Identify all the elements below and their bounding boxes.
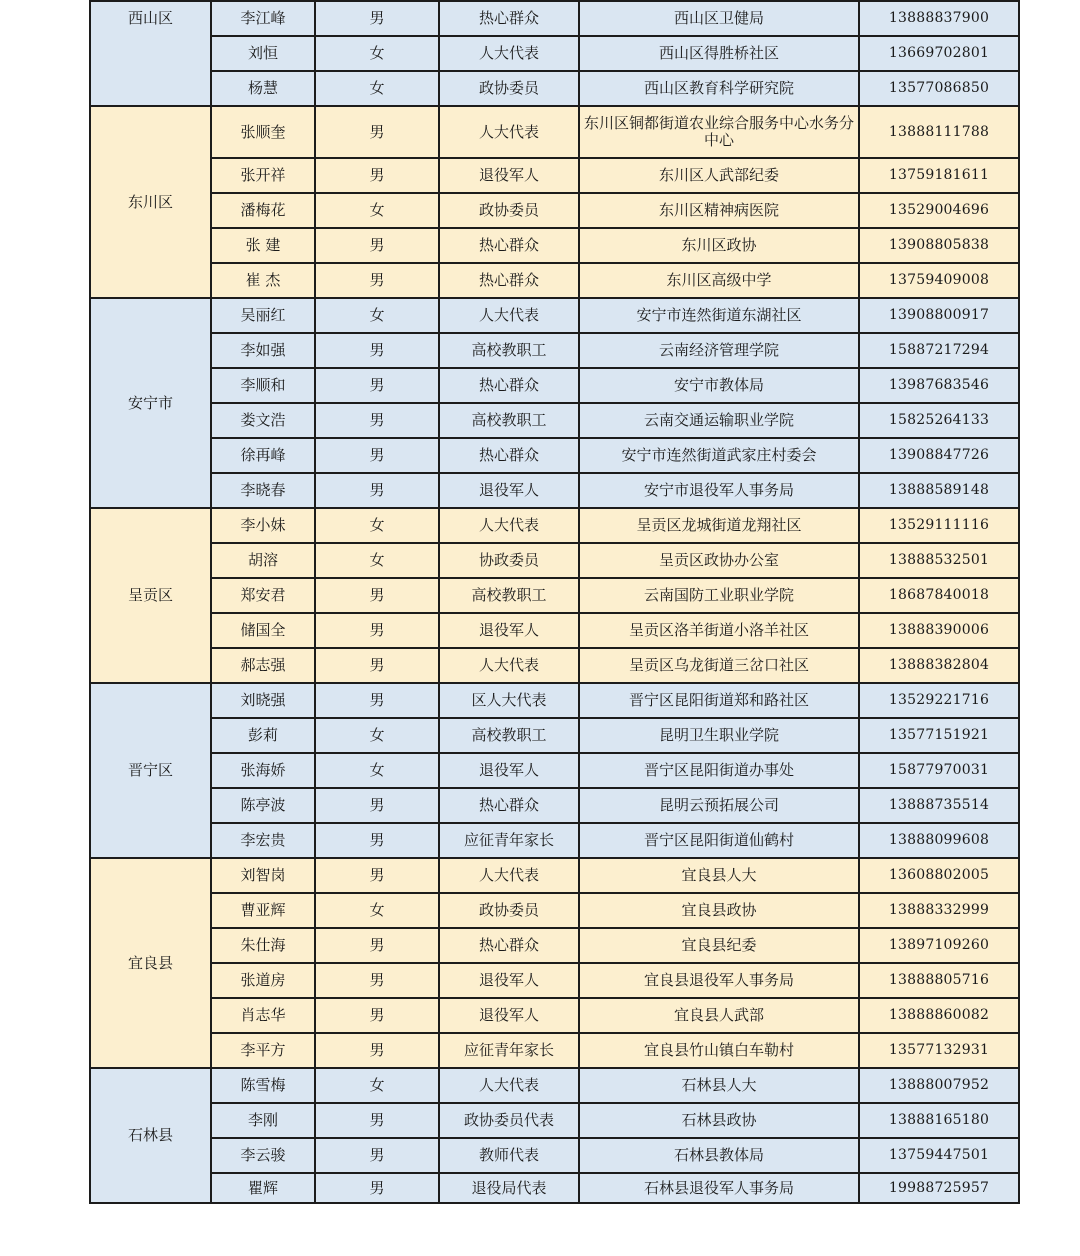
- gender-cell: 男: [315, 998, 439, 1033]
- name-cell: 李云骏: [211, 1138, 315, 1173]
- phone-cell: 18687840018: [859, 578, 1019, 613]
- unit-cell: 石林县人大: [579, 1068, 859, 1103]
- category-cell: 退役军人: [439, 613, 579, 648]
- table-row: [90, 718, 1019, 753]
- gender-cell: 男: [315, 823, 439, 858]
- phone-cell: 13888007952: [859, 1068, 1019, 1103]
- roster-table: [89, 0, 1020, 1204]
- unit-cell: 昆明卫生职业学院: [579, 718, 859, 753]
- unit-cell: 昆明云预拓展公司: [579, 788, 859, 823]
- phone-cell: 13888735514: [859, 788, 1019, 823]
- name-cell: 郑安君: [211, 578, 315, 613]
- gender-cell: 男: [315, 858, 439, 893]
- gender-cell: 女: [315, 543, 439, 578]
- gender-cell: 男: [315, 368, 439, 403]
- phone-cell: 13888532501: [859, 543, 1019, 578]
- table-row: [90, 1068, 1019, 1103]
- gender-cell: 男: [315, 403, 439, 438]
- phone-cell: 13529221716: [859, 683, 1019, 718]
- phone-cell: 13669702801: [859, 36, 1019, 71]
- name-cell: 胡溶: [211, 543, 315, 578]
- gender-cell: 男: [315, 438, 439, 473]
- phone-cell: 13759181611: [859, 158, 1019, 193]
- category-cell: 退役军人: [439, 473, 579, 508]
- name-cell: 郝志强: [211, 648, 315, 683]
- district-cell: 东川区: [90, 106, 211, 298]
- table-row: [90, 998, 1019, 1033]
- table-row: [90, 893, 1019, 928]
- unit-cell: 云南交通运输职业学院: [579, 403, 859, 438]
- gender-cell: 男: [315, 106, 439, 158]
- gender-cell: 男: [315, 228, 439, 263]
- table-row: [90, 963, 1019, 998]
- unit-cell: 宜良县退役军人事务局: [579, 963, 859, 998]
- category-cell: 热心群众: [439, 263, 579, 298]
- name-cell: 张顺奎: [211, 106, 315, 158]
- unit-cell: 晋宁区昆阳街道仙鹤村: [579, 823, 859, 858]
- gender-cell: 女: [315, 753, 439, 788]
- unit-cell: 东川区精神病医院: [579, 193, 859, 228]
- phone-cell: 13888390006: [859, 613, 1019, 648]
- table-row: [90, 333, 1019, 368]
- table-row: [90, 543, 1019, 578]
- table-row: [90, 193, 1019, 228]
- unit-cell: 安宁市连然街道武家庄村委会: [579, 438, 859, 473]
- name-cell: 肖志华: [211, 998, 315, 1033]
- table-row: [90, 683, 1019, 718]
- unit-cell: 安宁市教体局: [579, 368, 859, 403]
- unit-cell: 东川区政协: [579, 228, 859, 263]
- phone-cell: 13888099608: [859, 823, 1019, 858]
- phone-cell: 15887217294: [859, 333, 1019, 368]
- phone-cell: 13577132931: [859, 1033, 1019, 1068]
- table-row: [90, 263, 1019, 298]
- phone-cell: 13759447501: [859, 1138, 1019, 1173]
- category-cell: 退役军人: [439, 158, 579, 193]
- category-cell: 政协委员: [439, 193, 579, 228]
- table-row: [90, 298, 1019, 333]
- category-cell: 高校教职工: [439, 578, 579, 613]
- phone-cell: 13888165180: [859, 1103, 1019, 1138]
- gender-cell: 男: [315, 1103, 439, 1138]
- unit-cell: 宜良县人武部: [579, 998, 859, 1033]
- table-row: [90, 823, 1019, 858]
- category-cell: 人大代表: [439, 106, 579, 158]
- name-cell: 崔 杰: [211, 263, 315, 298]
- gender-cell: 男: [315, 1033, 439, 1068]
- category-cell: 人大代表: [439, 508, 579, 543]
- unit-cell: 宜良县政协: [579, 893, 859, 928]
- table-row: [90, 858, 1019, 893]
- unit-cell: 石林县退役军人事务局: [579, 1173, 859, 1203]
- phone-cell: 13577151921: [859, 718, 1019, 753]
- category-cell: 热心群众: [439, 1, 579, 36]
- category-cell: 人大代表: [439, 858, 579, 893]
- category-cell: 应征青年家长: [439, 823, 579, 858]
- category-cell: 协政委员: [439, 543, 579, 578]
- gender-cell: 女: [315, 893, 439, 928]
- phone-cell: 13888860082: [859, 998, 1019, 1033]
- unit-cell: 石林县教体局: [579, 1138, 859, 1173]
- name-cell: 张开祥: [211, 158, 315, 193]
- name-cell: 李宏贵: [211, 823, 315, 858]
- category-cell: 热心群众: [439, 928, 579, 963]
- name-cell: 张海娇: [211, 753, 315, 788]
- gender-cell: 男: [315, 578, 439, 613]
- unit-cell: 云南国防工业职业学院: [579, 578, 859, 613]
- category-cell: 人大代表: [439, 298, 579, 333]
- table-row: [90, 158, 1019, 193]
- unit-cell: 安宁市连然街道东湖社区: [579, 298, 859, 333]
- unit-cell: 安宁市退役军人事务局: [579, 473, 859, 508]
- phone-cell: 13888837900: [859, 1, 1019, 36]
- name-cell: 张道房: [211, 963, 315, 998]
- table-row: [90, 473, 1019, 508]
- table-row: [90, 1173, 1019, 1203]
- district-cell: 呈贡区: [90, 508, 211, 683]
- name-cell: 刘晓强: [211, 683, 315, 718]
- phone-cell: 13908847726: [859, 438, 1019, 473]
- unit-cell: 宜良县竹山镇白车勒村: [579, 1033, 859, 1068]
- category-cell: 退役军人: [439, 963, 579, 998]
- gender-cell: 男: [315, 1, 439, 36]
- gender-cell: 男: [315, 683, 439, 718]
- category-cell: 人大代表: [439, 36, 579, 71]
- name-cell: 李小妹: [211, 508, 315, 543]
- category-cell: 热心群众: [439, 368, 579, 403]
- table-row: [90, 1138, 1019, 1173]
- table-row: [90, 403, 1019, 438]
- category-cell: 区人大代表: [439, 683, 579, 718]
- table-row: [90, 1033, 1019, 1068]
- unit-cell: 东川区人武部纪委: [579, 158, 859, 193]
- table-row: [90, 438, 1019, 473]
- phone-cell: 13888332999: [859, 893, 1019, 928]
- unit-cell: 宜良县人大: [579, 858, 859, 893]
- phone-cell: 13577086850: [859, 71, 1019, 106]
- district-cell: 石林县: [90, 1068, 211, 1203]
- phone-cell: 13888589148: [859, 473, 1019, 508]
- unit-cell: 石林县政协: [579, 1103, 859, 1138]
- table-row: [90, 1, 1019, 36]
- name-cell: 彭莉: [211, 718, 315, 753]
- name-cell: 娄文浩: [211, 403, 315, 438]
- phone-cell: 13529004696: [859, 193, 1019, 228]
- phone-cell: 15825264133: [859, 403, 1019, 438]
- unit-cell: 呈贡区龙城街道龙翔社区: [579, 508, 859, 543]
- phone-cell: 19988725957: [859, 1173, 1019, 1203]
- name-cell: 储国全: [211, 613, 315, 648]
- unit-cell: 晋宁区昆阳街道郑和路社区: [579, 683, 859, 718]
- table-row: [90, 788, 1019, 823]
- name-cell: 曹亚辉: [211, 893, 315, 928]
- phone-cell: 13897109260: [859, 928, 1019, 963]
- unit-cell: 晋宁区昆阳街道办事处: [579, 753, 859, 788]
- category-cell: 热心群众: [439, 788, 579, 823]
- name-cell: 李江峰: [211, 1, 315, 36]
- name-cell: 刘恒: [211, 36, 315, 71]
- category-cell: 应征青年家长: [439, 1033, 579, 1068]
- name-cell: 李平方: [211, 1033, 315, 1068]
- unit-cell: 西山区得胜桥社区: [579, 36, 859, 71]
- category-cell: 退役局代表: [439, 1173, 579, 1203]
- gender-cell: 女: [315, 718, 439, 753]
- district-cell: 西山区: [90, 1, 211, 106]
- phone-cell: 13888805716: [859, 963, 1019, 998]
- gender-cell: 男: [315, 1173, 439, 1203]
- gender-cell: 男: [315, 613, 439, 648]
- table-row: [90, 753, 1019, 788]
- unit-cell: 东川区高级中学: [579, 263, 859, 298]
- name-cell: 陈亭波: [211, 788, 315, 823]
- gender-cell: 男: [315, 473, 439, 508]
- name-cell: 李顺和: [211, 368, 315, 403]
- phone-cell: 13987683546: [859, 368, 1019, 403]
- phone-cell: 13888111788: [859, 106, 1019, 158]
- category-cell: 高校教职工: [439, 403, 579, 438]
- category-cell: 教师代表: [439, 1138, 579, 1173]
- category-cell: 热心群众: [439, 438, 579, 473]
- table-row: [90, 613, 1019, 648]
- phone-cell: 13888382804: [859, 648, 1019, 683]
- category-cell: 政协委员: [439, 893, 579, 928]
- gender-cell: 女: [315, 508, 439, 543]
- name-cell: 瞿辉: [211, 1173, 315, 1203]
- phone-cell: 13908800917: [859, 298, 1019, 333]
- name-cell: 张 建: [211, 228, 315, 263]
- phone-cell: 15877970031: [859, 753, 1019, 788]
- gender-cell: 男: [315, 928, 439, 963]
- gender-cell: 女: [315, 298, 439, 333]
- gender-cell: 女: [315, 71, 439, 106]
- unit-cell: 呈贡区乌龙街道三岔口社区: [579, 648, 859, 683]
- name-cell: 潘梅花: [211, 193, 315, 228]
- name-cell: 吴丽红: [211, 298, 315, 333]
- gender-cell: 男: [315, 333, 439, 368]
- table-row: [90, 648, 1019, 683]
- category-cell: 人大代表: [439, 1068, 579, 1103]
- district-cell: 宜良县: [90, 858, 211, 1068]
- name-cell: 刘智岗: [211, 858, 315, 893]
- district-cell: 安宁市: [90, 298, 211, 508]
- category-cell: 人大代表: [439, 648, 579, 683]
- unit-cell: 西山区卫健局: [579, 1, 859, 36]
- name-cell: 李如强: [211, 333, 315, 368]
- category-cell: 高校教职工: [439, 333, 579, 368]
- name-cell: 陈雪梅: [211, 1068, 315, 1103]
- gender-cell: 女: [315, 36, 439, 71]
- unit-cell: 宜良县纪委: [579, 928, 859, 963]
- unit-cell: 东川区铜都街道农业综合服务中心水务分中心: [579, 106, 859, 158]
- category-cell: 政协委员: [439, 71, 579, 106]
- roster-body: [90, 1, 1019, 1203]
- table-row: [90, 368, 1019, 403]
- gender-cell: 女: [315, 1068, 439, 1103]
- category-cell: 退役军人: [439, 998, 579, 1033]
- category-cell: 高校教职工: [439, 718, 579, 753]
- table-row: [90, 106, 1019, 158]
- name-cell: 李刚: [211, 1103, 315, 1138]
- unit-cell: 云南经济管理学院: [579, 333, 859, 368]
- unit-cell: 西山区教育科学研究院: [579, 71, 859, 106]
- unit-cell: 呈贡区洛羊街道小洛羊社区: [579, 613, 859, 648]
- name-cell: 杨慧: [211, 71, 315, 106]
- category-cell: 热心群众: [439, 228, 579, 263]
- category-cell: 政协委员代表: [439, 1103, 579, 1138]
- table-row: [90, 578, 1019, 613]
- name-cell: 朱仕海: [211, 928, 315, 963]
- phone-cell: 13908805838: [859, 228, 1019, 263]
- table-row: [90, 508, 1019, 543]
- category-cell: 退役军人: [439, 753, 579, 788]
- unit-cell: 呈贡区政协办公室: [579, 543, 859, 578]
- gender-cell: 男: [315, 788, 439, 823]
- gender-cell: 男: [315, 158, 439, 193]
- gender-cell: 女: [315, 193, 439, 228]
- phone-cell: 13759409008: [859, 263, 1019, 298]
- name-cell: 李晓春: [211, 473, 315, 508]
- table-row: [90, 928, 1019, 963]
- name-cell: 徐再峰: [211, 438, 315, 473]
- table-row: [90, 71, 1019, 106]
- roster-sheet: [89, 0, 1020, 1204]
- table-row: [90, 36, 1019, 71]
- table-row: [90, 1103, 1019, 1138]
- gender-cell: 男: [315, 963, 439, 998]
- gender-cell: 男: [315, 648, 439, 683]
- gender-cell: 男: [315, 1138, 439, 1173]
- district-cell: 晋宁区: [90, 683, 211, 858]
- phone-cell: 13529111116: [859, 508, 1019, 543]
- gender-cell: 男: [315, 263, 439, 298]
- table-row: [90, 228, 1019, 263]
- phone-cell: 13608802005: [859, 858, 1019, 893]
